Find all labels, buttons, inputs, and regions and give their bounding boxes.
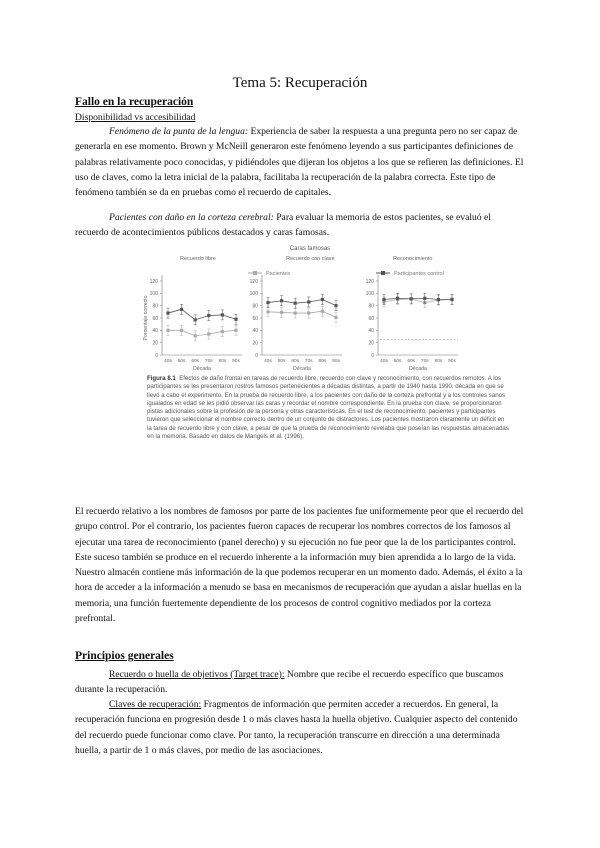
data-point-0-1 (180, 308, 183, 311)
data-point-0-0 (166, 329, 169, 332)
data-point-1-1 (307, 300, 310, 303)
data-point-2-1 (450, 298, 453, 301)
figure-caption (147, 375, 510, 441)
data-point-0-1 (221, 313, 224, 316)
term-claves: Claves de recuperación: (109, 699, 202, 710)
data-point-1-0 (294, 311, 297, 314)
y-tick-label-2: 20 (368, 340, 374, 347)
x-tick-label-2: 50s (393, 359, 402, 364)
data-point-1-0 (334, 316, 337, 319)
data-point-1-0 (307, 311, 310, 314)
subheading-disponibilidad: Disponibilidad vs accesibilidad (75, 112, 196, 123)
series-line-1-0 (268, 311, 336, 317)
x-tick-label-1: 90s (332, 359, 340, 364)
y-tick-label-2: 0 (371, 352, 374, 359)
paragraph-target-trace (75, 667, 525, 698)
panel-title-0: Recuerdo libre (180, 256, 216, 262)
x-tick-label-2: 40s (380, 359, 388, 364)
paragraph-text: Para evaluar la memoria de estos pacientes, se evaluó el recuerdo de acontecimientos públicos destacados y caras famosas. (75, 212, 491, 239)
y-tick-label-1: 20 (252, 340, 258, 347)
x-tick-label-1: 50s (277, 359, 286, 364)
paragraph-text: Nombre que recibe el recuerdo específico que buscamos durante la recuperación. (75, 669, 504, 696)
data-point-1-0 (321, 310, 324, 313)
paragraph-text: Fragmentos de información que permiten acceder a recuerdos. En general, la recuperación funciona en progresión desde 1 o más claves hasta la huella objetivo. Cualquier aspecto del contenido del recuerdo puede funcionar como clave. Por tanto, la recuperación transcurre en dirección a una determinada huella, a partir de 1 o más claves, por medio de las asociaciones. (75, 699, 518, 756)
y-tick-label-2: 120 (365, 278, 374, 285)
y-tick-label-1: 40 (252, 328, 258, 335)
y-tick-label-0: 0 (155, 352, 158, 359)
y-axis-label-0: Porcentaje correcto (143, 295, 149, 341)
y-tick-label-0: 80 (152, 303, 158, 310)
data-point-2-1 (410, 297, 413, 300)
data-point-0-0 (221, 330, 224, 333)
x-tick-label-2: 60s (407, 359, 416, 364)
y-tick-label-1: 60 (252, 315, 258, 322)
figure-caras-famosas (138, 243, 483, 498)
legend-marker-control (381, 271, 385, 275)
data-point-0-1 (207, 314, 210, 317)
x-axis-label-0: Década (193, 366, 211, 372)
x-tick-label-0: 90s (232, 359, 240, 364)
y-tick-label-1: 80 (252, 303, 258, 310)
y-tick-label-0: 60 (152, 315, 158, 322)
y-tick-label-0: 20 (152, 340, 158, 347)
legend-label-control: Participantes control (394, 271, 444, 277)
y-tick-label-0: 120 (149, 278, 158, 285)
y-tick-label-2: 100 (365, 291, 374, 298)
x-tick-label-0: 40s (164, 359, 172, 364)
caption-label: Figura 8.1 (147, 375, 176, 382)
data-point-0-0 (207, 332, 210, 335)
x-tick-label-0: 50s (177, 359, 186, 364)
y-tick-label-2: 40 (368, 328, 374, 335)
legend (248, 271, 444, 277)
paragraph-text: Experiencia de saber la respuesta a una pregunta pero no ser capaz de generarla en ese momento. Brown y McNeill generaron este fenómeno leyendo a sus participantes definiciones de palabras relativamente poco conocidas, y pidiéndoles que dijeran los objetos a los que se refieren las definiciones. El uso de claves, como la letra inicial de la palabra, facilitaba la recuperación de la palabra correcta. Este tipo de fenómeno también se da en pruebas como el recuerdo de capitales. (75, 126, 524, 199)
x-tick-label-2: 70s (420, 359, 429, 364)
panel-title-1: Recuerdo con clave (286, 256, 335, 262)
panel-title-2: Reconocimiento (393, 256, 433, 262)
x-tick-label-2: 80s (434, 359, 443, 364)
term-punta-lengua: Fenómeno de la punta de la lengua: (109, 126, 249, 137)
y-tick-label-2: 60 (368, 315, 374, 322)
data-point-0-0 (194, 334, 197, 337)
y-tick-label-1: 0 (255, 352, 258, 359)
caption-text: Efectos de daño frontal en tareas de recuerdo libre, recuerdo con clave y reconocimiento, con recuerdos remotos. A los participantes se les presentaron rostros famosos pertenecientes a décadas distintas, a partir de 1940 hasta 1990, década en que se llevó a cabo el experimento. En la prueba de recuerdo libre, a los pacientes con daño de la corteza prefrontal y a los controles sanos igualados en edad se les pidió observar las caras y recordar el nombre correspondiente. En la prueba con clave, se proporcionaron pistas adicionales sobre la profesión de la persona y otras características. En el test de reconocimiento, pacientes y participantes tuvieron que seleccionar el nombre correcto dentro de un conjunto de distractores. Los pacientes mostraron claramente un déficit en la tarea de recuerdo libre y con clave, a pesar de que la prueba de reconocimiento revelaba que poseían las respuestas almacenadas en la memoria. Basado en datos de Mangels et al. (1996). (147, 375, 509, 441)
series-line-0-0 (168, 330, 236, 336)
paragraph-claves (75, 697, 525, 758)
y-tick-label-1: 100 (249, 291, 258, 298)
term-pacientes: Pacientes con daño en la corteza cerebral: (109, 212, 274, 223)
figure-main-title: Caras famosas (289, 246, 331, 252)
x-axis-label-1: Década (293, 366, 311, 372)
data-point-2-1 (396, 297, 399, 300)
data-point-0-0 (180, 329, 183, 332)
legend-label-patients: Pacientes (266, 271, 291, 277)
data-point-1-1 (266, 301, 269, 304)
data-point-1-1 (334, 304, 337, 307)
y-tick-label-2: 80 (368, 303, 374, 310)
data-point-2-1 (423, 297, 426, 300)
x-tick-label-1: 60s (291, 359, 300, 364)
paragraph-after-figure: El recuerdo relativo a los nombres de famosos por parte de los pacientes fue uniformemente peor que el recuerdo del grupo control. Por el contrario, los pacientes fueron capaces de recuperar los nombres correctos de los famosos al ejecutar una tarea de reconocimiento (panel derecho) y su ejecución no fue peor que la de los participantes control. Este suceso también se produce en el recuerdo inherente a la información muy bien aprendida a lo largo de la vida. Nuestro almacén contiene más información de la que podemos recuperar en un momento dado. Además, el éxito a la hora de acceder a la información a menudo se basa en mecanismos de recuperación que ayudan a aislar huellas en la memoria, una función fuertemente dependiente de los procesos de control cognitivo mediados por la corteza prefrontal. (75, 506, 524, 625)
data-point-0-1 (234, 318, 237, 321)
legend-marker-patients (253, 271, 257, 275)
paragraph-pacientes (75, 210, 525, 241)
term-target-trace: Recuerdo o huella de objetivos (Target trace): (109, 669, 285, 680)
x-axis-label-2: Década (409, 366, 427, 372)
data-point-2-1 (382, 298, 385, 301)
chart-figure-svg (138, 243, 483, 375)
x-tick-label-0: 70s (204, 359, 213, 364)
x-tick-label-2: 90s (448, 359, 456, 364)
data-point-1-1 (321, 298, 324, 301)
page-title: Tema 5: Recuperación (232, 75, 368, 91)
data-point-1-1 (294, 302, 297, 305)
data-point-1-0 (280, 311, 283, 314)
y-tick-label-0: 40 (152, 328, 158, 335)
data-point-2-1 (437, 298, 440, 301)
y-tick-label-1: 120 (249, 278, 258, 285)
section-heading-principios: Principios generales (75, 650, 174, 662)
series-line-2-1 (384, 298, 452, 299)
x-tick-label-1: 70s (304, 359, 313, 364)
series-line-1-1 (268, 300, 336, 306)
data-point-0-1 (194, 318, 197, 321)
section-heading-fallo: Fallo en la recuperación (75, 96, 194, 108)
data-point-1-0 (266, 310, 269, 313)
y-tick-label-0: 100 (149, 291, 158, 298)
paragraph-punta-lengua (75, 124, 525, 200)
x-tick-label-0: 60s (191, 359, 200, 364)
data-point-1-1 (280, 299, 283, 302)
x-tick-label-1: 80s (318, 359, 327, 364)
x-tick-label-1: 40s (264, 359, 272, 364)
data-point-0-1 (166, 311, 169, 314)
x-tick-label-0: 80s (218, 359, 227, 364)
series-line-0-1 (168, 309, 236, 319)
data-point-0-0 (234, 329, 237, 332)
